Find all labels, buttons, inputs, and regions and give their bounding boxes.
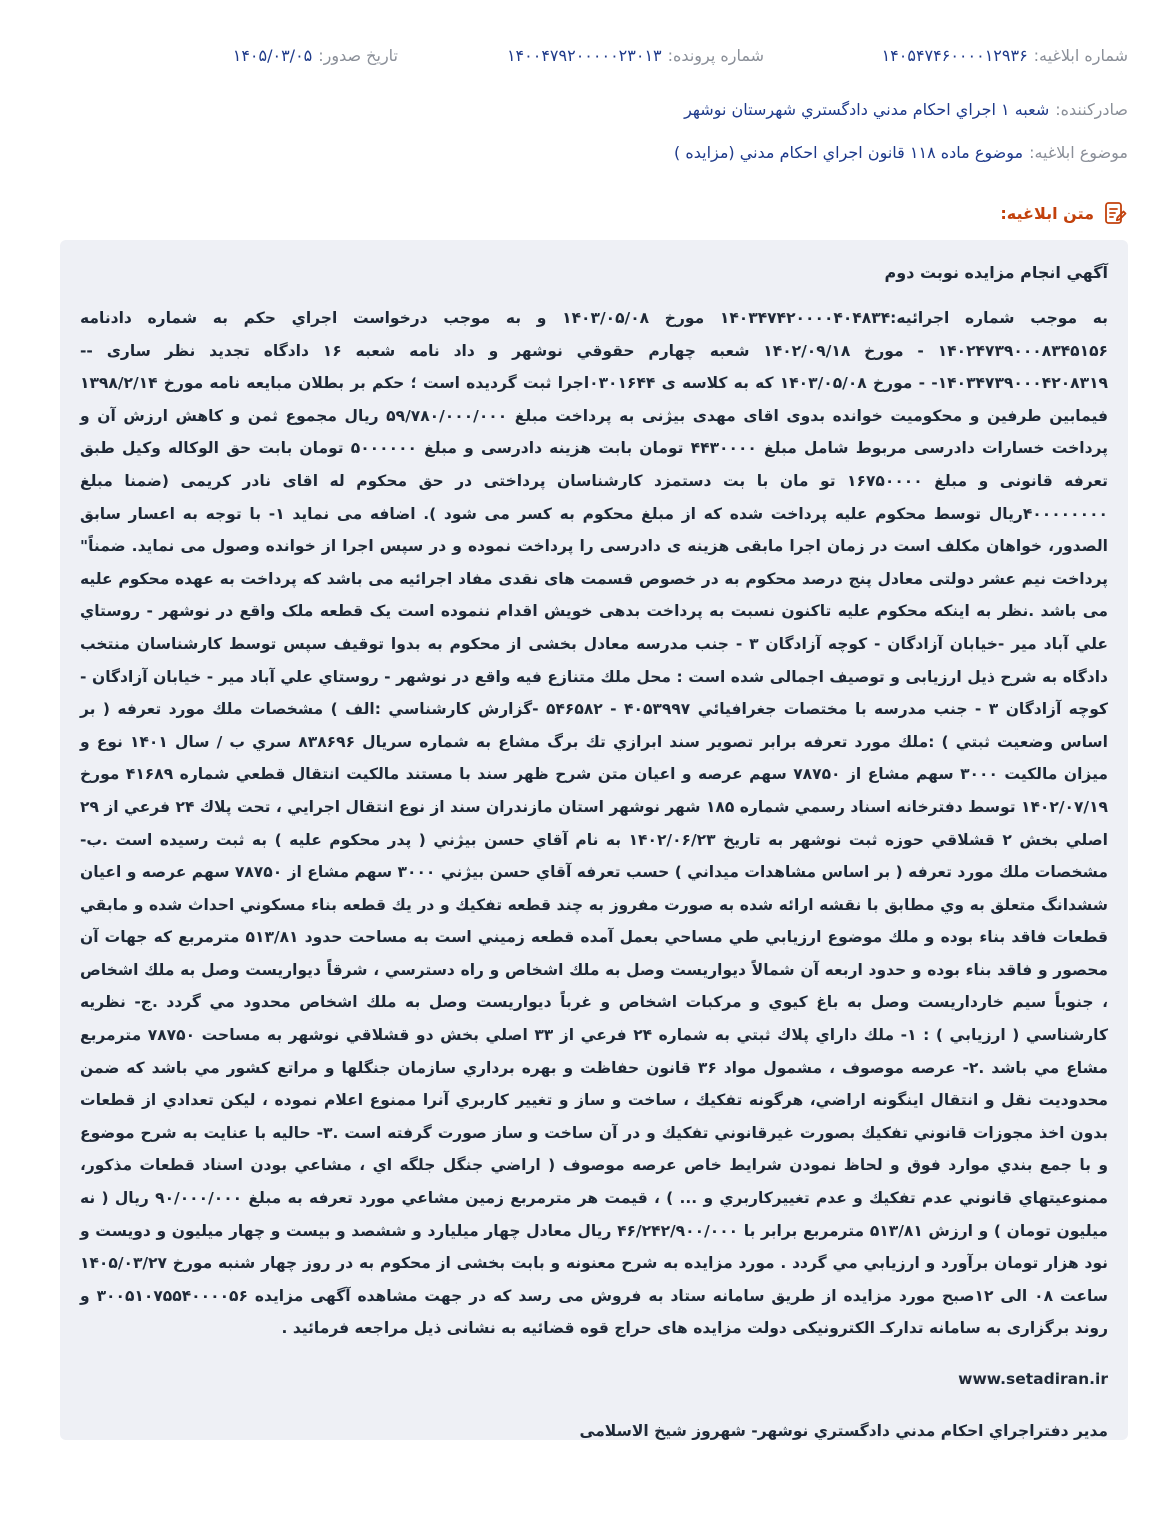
issue-date [233,44,398,68]
notice-number-label: شماره ابلاغیه: [1033,46,1128,65]
auction-body-text: به موجب شماره اجرائيه:۱۴۰۳۴۷۴۲۰۰۰۰۴۰۴۸۳۴ مورخ ۱۴۰۳/۰۵/۰۸ و به موجب درخواست اجراي حکم به شماره دادنامه ۱۴۰۲۴۷۳۹۰۰۰۸۳۴۵۱۵۶ - مورخ ۱۴۰۲/۰۹/۱۸ شعبه چهارم حقوقي نوشهر و داد نامه شعبه ۱۶ دادگاه تجديد نظر ساری -- ۱۴۰۳۴۷۳۹۰۰۰۴۲۰۸۳۱۹- - مورخ ۱۴۰۳/۰۵/۰۸ كه به کلاسه ی ۰۳۰۱۶۴۴اجرا ثبت گرديده است ؛ حكم بر بطلان مبايعه نامه مورخ ۱۳۹۸/۲/۱۴ فیمابین طرفين و محکوميت خوانده بدوی اقای مهدی بيژنی به پرداخت مبلغ ۵۹/۷۸۰/۰۰۰/۰۰۰ ريال مجموع ثمن و كاهش ارزش آن و پرداخت خسارات دادرسی مربوط شامل مبلغ ۴۴۳۰۰۰۰ تومان بابت هزینه دادرسی و مبلغ ۵۰۰۰۰۰۰ تومان بابت حق الوكاله وکیل طبق تعرفه قانونی و مبلغ ۱۶۷۵۰۰۰۰ تو مان با بت دستمزد کارشناسان پرداختی در حق محکوم له اقای نادر کريمی (ضمنا مبلغ ۴۰۰۰۰۰۰۰۰ريال توسط محكوم عليه پرداخت شده كه از مبلغ محکوم به كسر می شود ). اضافه می نمايد ۱- با توجه به اعسار سابق الصدور، خواهان مكلف است در زمان اجرا مابقی هزينه ی دادرسی را پرداخت نموده و در سپس اجرا از خوانده وصول می نمايد. ضمناً" پرداخت نیم عشر دولتی معادل پنج درصد محکوم به در خصوص قسمت های نقدی مفاد اجرائیه می باشد که پرداخت به عهده محکوم علیه می باشد .نظر به اینکه محکوم علیه تاکنون نسبت به پرداخت بدهی خویش اقدام ننموده است یک قطعه ملک واقع در نوشهر - روستاي علي آباد مير -خيابان آزادگان - كوچه آزادگان ۳ - جنب مدرسه معادل بخشی از محکوم به بدوا توقیف سپس توسط کارشناسان منتخب دادگاه به شرح ذیل ارزیابی و توصیف اجمالی شده است : محل ملك متنازع فيه واقع در نوشهر - روستاي علي آباد مير - خيابان آزادگان - كوچه آزادگان ۳ - جنب مدرسه با مختصات جغرافيائي ۴۰۵۳۹۹۷ - ۵۴۶۵۸۲ -گزارش كارشناسي :الف ) مشخصات ملك مورد تعرفه ( بر اساس وضعيت ثبتي ) :ملك مورد تعرفه برابر تصوير سند ابرازي تك برگ مشاع به شماره سريال ۸۳۸۶۹۶ سري ب / سال ۱۴۰۱ نوع و ميزان مالكيت ۳۰۰۰ سهم مشاع از ۷۸۷۵۰ سهم عرصه و اعيان متن شرح ظهر سند با مستند مالكيت انتقال قطعي شماره ۴۱۶۸۹ مورخ ۱۴۰۲/۰۷/۱۹ توسط دفترخانه اسناد رسمي شماره ۱۸۵ شهر نوشهر استان مازندران سند از نوع انتقال اجرايي ، تحت پلاك ۲۴ فرعي از ۲۹ اصلي بخش ۲ قشلاقي حوزه ثبت نوشهر به تاريخ ۱۴۰۲/۰۶/۲۳ به نام آقاي حسن بيژني ( پدر محكوم عليه ) به ثبت رسيده است .ب- مشخصات ملك مورد تعرفه ( بر اساس مشاهدات ميداني ) حسب تعرفه آقاي حسن بيژني ۳۰۰۰ سهم مشاع از ۷۸۷۵۰ سهم عرصه و اعيان ششدانگ متعلق به وي مطابق با نقشه ارائه شده به صورت مفروز به چند قطعه تفكيك و در يك قطعه بناء مسكوني احداث شده و مابقي قطعات فاقد بناء بوده و ملك موضوع ارزيابي طي مساحي بعمل آمده قطعه زميني است به مساحت حدود ۵۱۳/۸۱ مترمربع كه جهات آن محصور و فاقد بناء بوده و حدود اربعه آن شمالاً ديواريست وصل به ملك اشخاص و راه دسترسي ، شرقاً ديواريست وصل به ملك اشخاص ، جنوباً سيم خارداريست وصل به باغ كيوي و مركبات اشخاص و غرباً ديواريست وصل به ملك اشخاص محدود مي گردد .ج- نظريه كارشناسي ( ارزيابي ) : ۱- ملك داراي پلاك ثبتي به شماره ۲۴ فرعي از ۳۳ اصلي بخش دو قشلاقي نوشهر به مساحت ۷۸۷۵۰ مترمربع مشاع مي باشد .۲- عرصه موصوف ، مشمول مواد ۳۶ قانون حفاظت و بهره برداري سازمان جنگلها و مراتع كشور مي باشد كه ضمن محدوديت نقل و انتقال اينگونه اراضي، هرگونه تفكيك ، ساخت و ساز و تغيير كاربري آنرا ممنوع اعلام نموده ، ليكن تعدادي از قطعات بدون اخذ مجوزات قانوني تفكيك بصورت غيرقانوني تفكيك و در آن ساخت و ساز صورت گرفته است .۳- حاليه با عنايت به شرح موضوع و با جمع بندي موارد فوق و لحاظ نمودن شرايط خاص عرصه موصوف ( اراضي جنگل جلگه اي ، مشاعي بودن اسناد قطعات مذكور، ممنوعيتهاي قانوني عدم تفكيك و عدم تغييركاربري و ... ) ، قيمت هر مترمربع زمين مشاعي مورد تعرفه به مبلغ ۹۰/۰۰۰/۰۰۰ ريال ( نه ميليون تومان ) و ارزش ۵۱۳/۸۱ مترمربع برابر با ۴۶/۲۴۲/۹۰۰/۰۰۰ ريال معادل چهار ميليارد و ششصد و بيست و چهار ميليون و دويست و نود هزار تومان برآورد و ارزيابي مي گردد . مورد مزايده به شرح معنونه و بابت بخشی از محكوم به در روز چهار شنبه مورخ ۱۴۰۵/۰۳/۲۷ ساعت ۰۸ الی ۱۲صبح مورد مزايده از طريق سامانه ستاد به فروش می رسد كه در جهت مشاهده آگهی مزايده ۳۰۰۵۱۰۷۵۵۴۰۰۰۰۵۶ و روند برگزاری به سامانه تداركـ الكترونيكی دولت مزايده های حراج قوه قضائيه به نشانی ذيل مراجعه فرمائيد . [80,309,1109,1338]
case-number-label: شماره پرونده: [667,46,764,65]
subject-label: موضوع ابلاغیه: [1029,143,1128,162]
case-number [507,44,764,68]
meta-row-subject [46,141,1128,165]
setad-link[interactable]: www.setadiran.ir [958,1370,1108,1388]
section-title: متن ابلاغیه: [1000,203,1094,223]
issuer-value: شعبه ۱ اجراي احکام مدني دادگستري شهرستان نوشهر [684,100,1050,119]
document-edit-icon [1102,200,1128,226]
issuer [684,98,1128,122]
issue-date-value: ۱۴۰۵/۰۳/۰۵ [232,46,313,65]
meta-row-issuer [46,98,1128,122]
signature-line: مدير دفتراجراي احكام مدني دادگستري نوشهر- شهروز شيخ الاسلامی [579,1422,1108,1440]
auction-heading: آگهي انجام مزايده نوبت دوم [884,263,1108,282]
case-number-value: ۱۴۰۰۴۷۹۲۰۰۰۰۰۲۳۰۱۳ [506,46,662,65]
section-header [1000,200,1128,226]
subject-value: موضوع ماده ۱۱۸ قانون اجراي احکام مدني (مزايده ) [674,143,1024,162]
issue-date-label: تاریخ صدور: [318,46,398,65]
subject [674,141,1128,165]
notice-number [882,44,1128,68]
notice-text-box [60,240,1128,1440]
issuer-label: صادرکننده: [1055,100,1128,119]
notice-number-value: ۱۴۰۵۴۷۴۶۰۰۰۰۱۲۹۳۶ [881,46,1028,65]
